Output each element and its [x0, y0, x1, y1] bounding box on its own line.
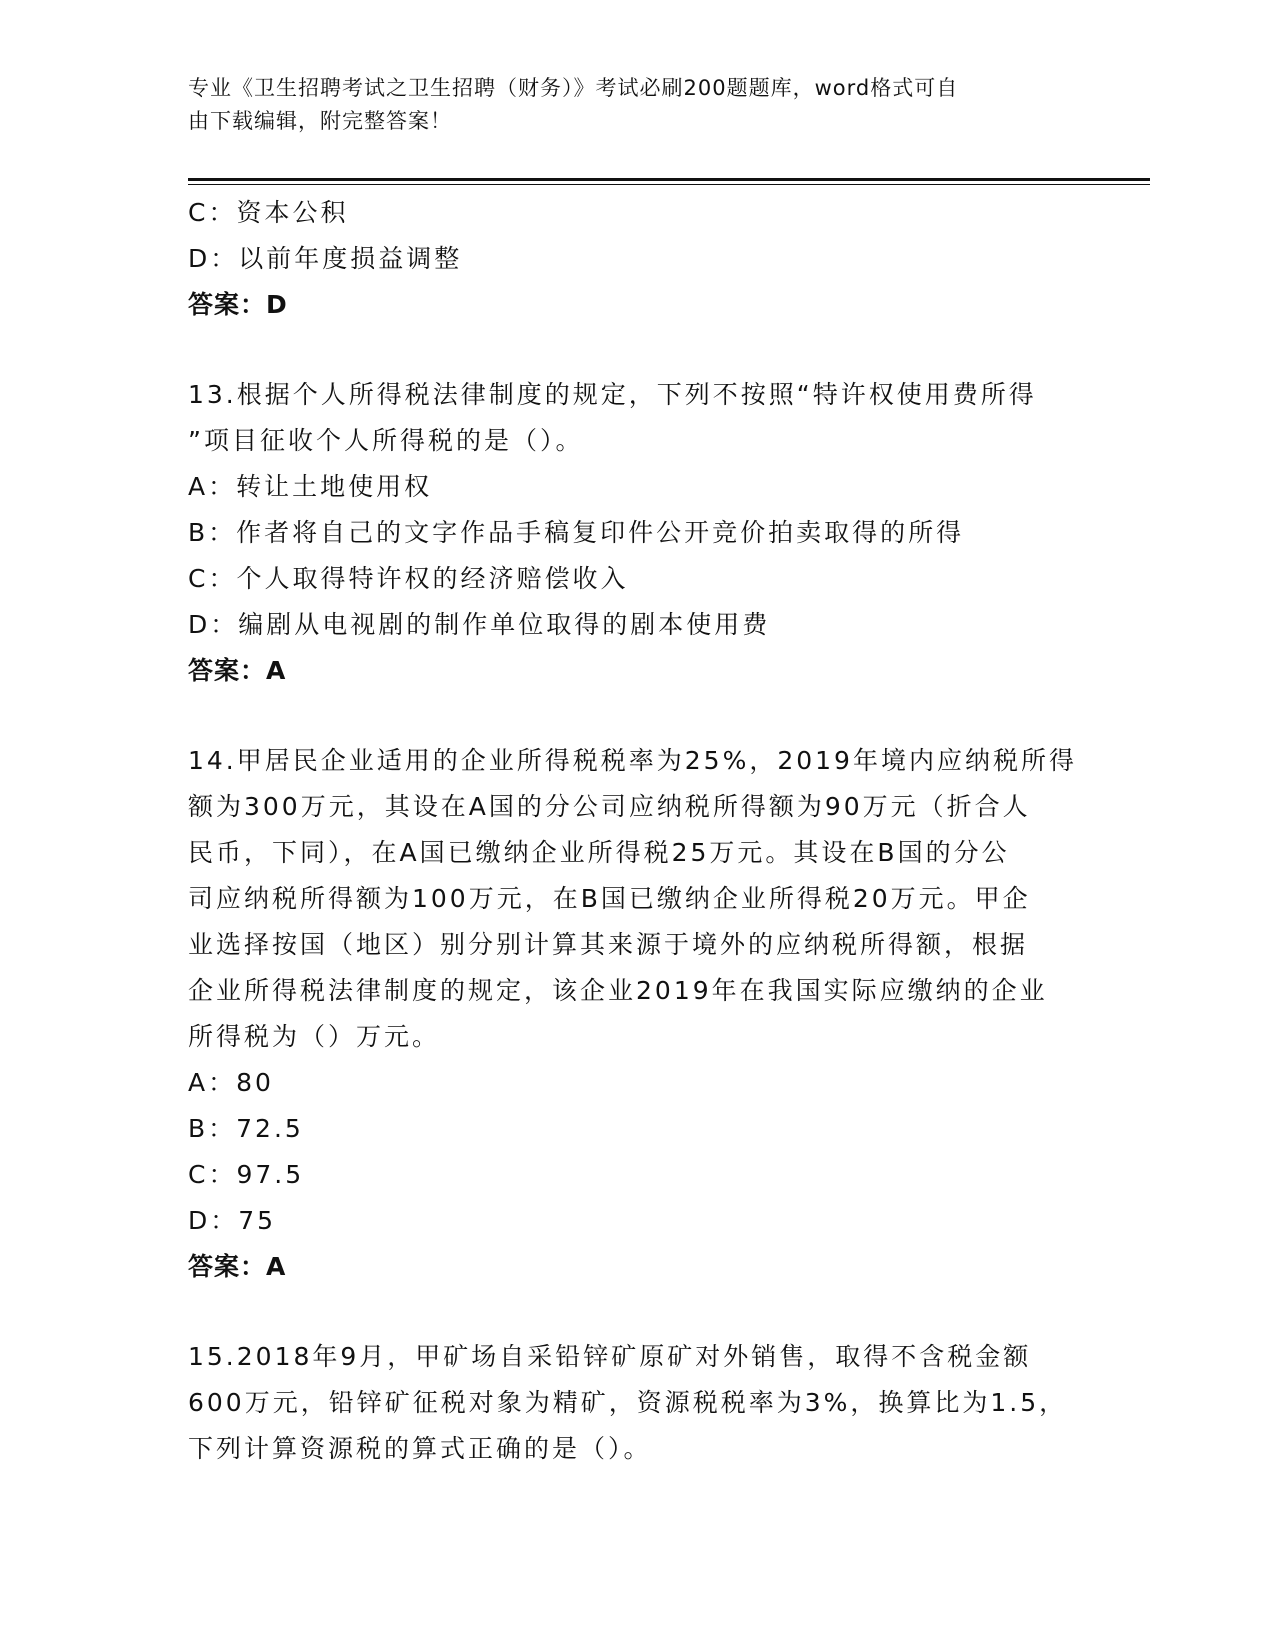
question-stem-line: 司应纳税所得额为100万元，在B国已缴纳企业所得税20万元。甲企 — [188, 884, 1031, 913]
spacer — [188, 328, 1088, 372]
question-content — [188, 190, 1088, 1472]
question-stem-line: 所得税为（）万元。 — [188, 1022, 441, 1051]
question-14 — [188, 738, 1088, 1290]
question-stem-line: 14.甲居民企业适用的企业所得税税率为25%，2019年境内应纳税所得 — [188, 746, 1077, 775]
option-d: D：编剧从电视剧的制作单位取得的剧本使用费 — [188, 610, 771, 639]
question-15 — [188, 1334, 1088, 1472]
option-a: A：80 — [188, 1068, 274, 1097]
question-stem-line: ”项目征收个人所得税的是（）。 — [188, 426, 584, 455]
question-12 — [188, 190, 1088, 328]
question-stem-line: 15.2018年9月，甲矿场自采铅锌矿原矿对外销售，取得不含税金额 — [188, 1342, 1032, 1371]
question-stem-line: 企业所得税法律制度的规定，该企业2019年在我国实际应缴纳的企业 — [188, 976, 1048, 1005]
question-stem-line: 额为300万元，其设在A国的分公司应纳税所得额为90万元（折合人 — [188, 792, 1031, 821]
question-13 — [188, 372, 1088, 694]
answer-label: 答案：D — [188, 290, 288, 319]
option-c: C：97.5 — [188, 1160, 305, 1189]
question-stem-line: 600万元，铅锌矿征税对象为精矿，资源税税率为3%，换算比为1.5， — [188, 1388, 1068, 1417]
option-c: C：资本公积 — [188, 198, 349, 227]
header-title-line-1: 专业《卫生招聘考试之卫生招聘（财务）》考试必刷200题题库，word格式可自 — [188, 76, 959, 100]
answer-label: 答案：A — [188, 656, 287, 685]
option-c: C：个人取得特许权的经济赔偿收入 — [188, 564, 629, 593]
question-stem-line: 13.根据个人所得税法律制度的规定，下列不按照“特许权使用费所得 — [188, 380, 1037, 409]
spacer — [188, 1290, 1088, 1334]
question-stem-line: 业选择按国（地区）别分别计算其来源于境外的应纳税所得额，根据 — [188, 930, 1029, 959]
header-divider-thin — [188, 184, 1150, 185]
spacer — [188, 694, 1088, 738]
header-divider-thick — [188, 178, 1150, 181]
option-a: A：转让土地使用权 — [188, 472, 433, 501]
option-b: B：作者将自己的文字作品手稿复印件公开竞价拍卖取得的所得 — [188, 518, 965, 547]
header-title-line-2: 由下载编辑，附完整答案！ — [188, 109, 452, 133]
option-d: D：以前年度损益调整 — [188, 244, 463, 273]
answer-label: 答案：A — [188, 1252, 287, 1281]
option-b: B：72.5 — [188, 1114, 304, 1143]
option-d: D：75 — [188, 1206, 277, 1235]
question-stem-line: 民币，下同），在A国已缴纳企业所得税25万元。其设在B国的分公 — [188, 838, 1010, 867]
document-header — [188, 72, 1068, 138]
question-stem-line: 下列计算资源税的算式正确的是（）。 — [188, 1434, 652, 1463]
